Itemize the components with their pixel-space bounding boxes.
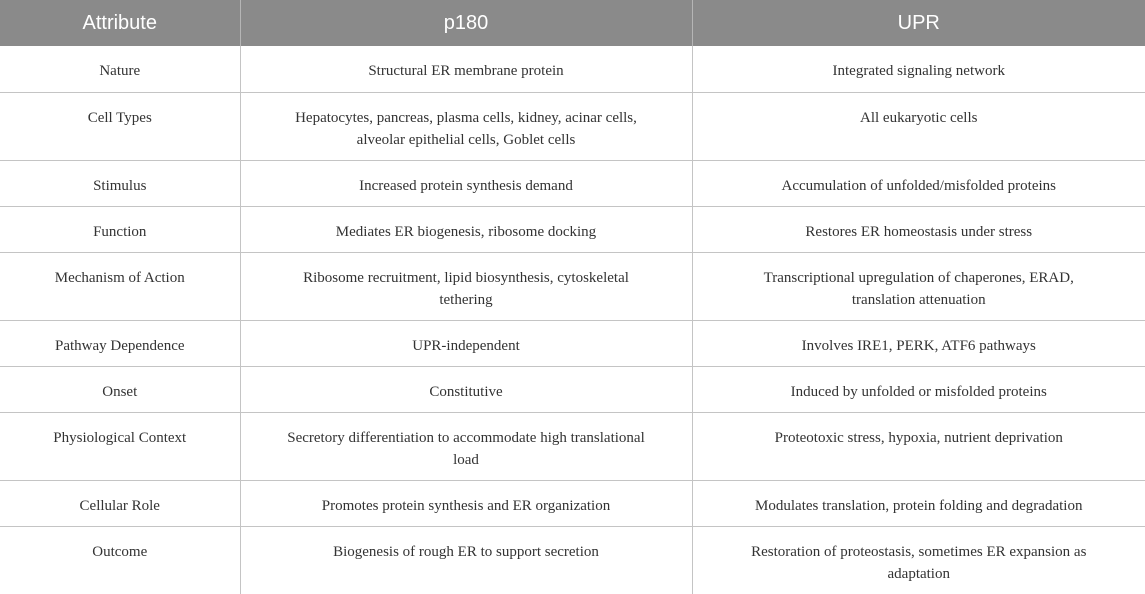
upr-cell: Accumulation of unfolded/misfolded proteins: [692, 160, 1145, 206]
p180-cell: Constitutive: [240, 366, 692, 412]
upr-cell: Transcriptional upregulation of chaperones, ERAD, translation attenuation: [692, 252, 1145, 320]
attribute-cell: Nature: [0, 46, 240, 92]
p180-cell: Increased protein synthesis demand: [240, 160, 692, 206]
p180-cell: Structural ER membrane protein: [240, 46, 692, 92]
p180-cell: Mediates ER biogenesis, ribosome docking: [240, 206, 692, 252]
table-row: [0, 412, 1145, 480]
table-row: [0, 366, 1145, 412]
upr-cell: All eukaryotic cells: [692, 92, 1145, 160]
header-p180: p180: [240, 0, 692, 46]
p180-cell: Ribosome recruitment, lipid biosynthesis, cytoskeletal tethering: [240, 252, 692, 320]
table-header: [0, 0, 1145, 46]
attribute-cell: Function: [0, 206, 240, 252]
p180-cell: UPR-independent: [240, 320, 692, 366]
table-row: [0, 160, 1145, 206]
table-body: [0, 46, 1145, 594]
upr-cell: Induced by unfolded or misfolded proteins: [692, 366, 1145, 412]
attribute-cell: Outcome: [0, 526, 240, 594]
p180-cell: Secretory differentiation to accommodate high translational load: [240, 412, 692, 480]
table-row: [0, 206, 1145, 252]
table-row: [0, 526, 1145, 594]
attribute-cell: Onset: [0, 366, 240, 412]
upr-cell: Restores ER homeostasis under stress: [692, 206, 1145, 252]
attribute-cell: Pathway Dependence: [0, 320, 240, 366]
header-row: [0, 0, 1145, 46]
table-row: [0, 46, 1145, 92]
header-attribute: Attribute: [0, 0, 240, 46]
upr-cell: Proteotoxic stress, hypoxia, nutrient deprivation: [692, 412, 1145, 480]
table-row: [0, 480, 1145, 526]
table-row: [0, 92, 1145, 160]
table-row: [0, 320, 1145, 366]
upr-cell: Involves IRE1, PERK, ATF6 pathways: [692, 320, 1145, 366]
header-upr: UPR: [692, 0, 1145, 46]
attribute-cell: Cellular Role: [0, 480, 240, 526]
attribute-cell: Stimulus: [0, 160, 240, 206]
table-row: [0, 252, 1145, 320]
p180-cell: Promotes protein synthesis and ER organization: [240, 480, 692, 526]
upr-cell: Integrated signaling network: [692, 46, 1145, 92]
attribute-cell: Physiological Context: [0, 412, 240, 480]
attribute-cell: Cell Types: [0, 92, 240, 160]
p180-cell: Hepatocytes, pancreas, plasma cells, kidney, acinar cells, alveolar epithelial cells, Goblet cells: [240, 92, 692, 160]
attribute-cell: Mechanism of Action: [0, 252, 240, 320]
upr-cell: Restoration of proteostasis, sometimes ER expansion as adaptation: [751, 543, 1087, 582]
p180-cell: Biogenesis of rough ER to support secretion: [240, 526, 692, 594]
upr-cell: Modulates translation, protein folding and degradation: [692, 480, 1145, 526]
